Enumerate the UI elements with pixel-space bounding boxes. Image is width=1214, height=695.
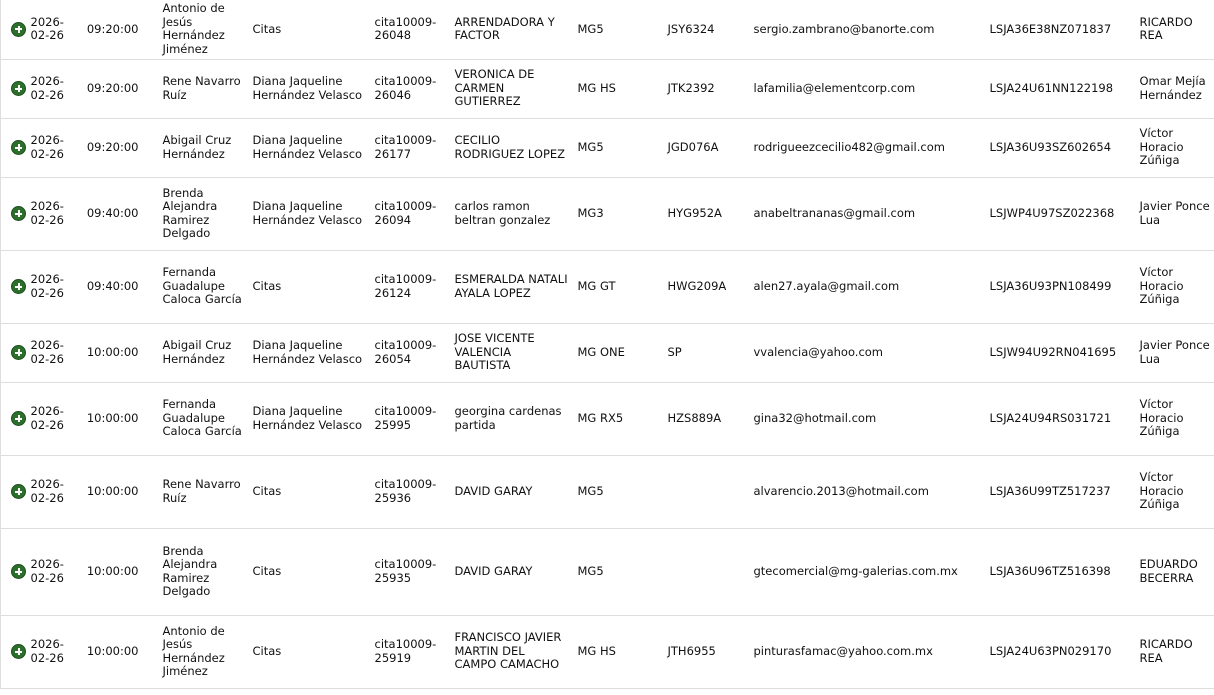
row-agent: Citas [249,615,371,688]
row-plate: JSY6324 [664,0,750,59]
expand-row-plus-icon[interactable] [11,140,26,155]
row-expand-cell [1,323,31,382]
row-model: MG5 [574,0,664,59]
row-agent: Citas [249,250,371,323]
table-row[interactable] [1,323,1214,382]
row-expand-cell [1,59,31,118]
row-appointment-id: cita10009-26177 [371,118,451,177]
table-row[interactable] [1,177,1214,250]
row-agent: Citas [249,528,371,615]
row-time: 09:20:00 [71,0,159,59]
row-appointment-id: cita10009-26094 [371,177,451,250]
row-date: 2026-02-26 [31,118,71,177]
expand-row-plus-icon[interactable] [11,484,26,499]
row-model: MG HS [574,59,664,118]
row-agent: Diana Jaqueline Hernández Velasco [249,59,371,118]
row-plate: HZS889A [664,382,750,455]
row-advisor: Antonio de Jesús Hernández Jiménez [159,615,249,688]
row-agent: Diana Jaqueline Hernández Velasco [249,323,371,382]
table-row[interactable] [1,382,1214,455]
row-assigned-to: Víctor Horacio Zúñiga [1136,118,1214,177]
row-assigned-to: Víctor Horacio Zúñiga [1136,250,1214,323]
row-expand-cell [1,0,31,59]
expand-row-plus-icon[interactable] [11,81,26,96]
row-email: gtecomercial@mg-galerias.com.mx [750,528,986,615]
table-row[interactable] [1,528,1214,615]
row-advisor: Antonio de Jesús Hernández Jiménez [159,0,249,59]
row-plate [664,455,750,528]
row-vin: LSJA24U94RS031721 [986,382,1136,455]
row-plate: JTK2392 [664,59,750,118]
row-expand-cell [1,528,31,615]
row-vin: LSJA36U93SZ602654 [986,118,1136,177]
row-date: 2026-02-26 [31,177,71,250]
row-client: JOSE VICENTE VALENCIA BAUTISTA [451,323,574,382]
row-appointment-id: cita10009-25919 [371,615,451,688]
row-date: 2026-02-26 [31,323,71,382]
row-advisor: Abigail Cruz Hernández [159,323,249,382]
row-assigned-to: Víctor Horacio Zúñiga [1136,455,1214,528]
row-model: MG RX5 [574,382,664,455]
row-appointment-id: cita10009-25936 [371,455,451,528]
row-assigned-to: Víctor Horacio Zúñiga [1136,382,1214,455]
expand-row-plus-icon[interactable] [11,279,26,294]
row-email: lafamilia@elementcorp.com [750,59,986,118]
row-vin: LSJA24U63PN029170 [986,615,1136,688]
row-date: 2026-02-26 [31,615,71,688]
row-expand-cell [1,118,31,177]
row-time: 09:40:00 [71,250,159,323]
row-time: 10:00:00 [71,323,159,382]
row-model: MG GT [574,250,664,323]
row-client: georgina cardenas partida [451,382,574,455]
expand-row-plus-icon[interactable] [11,644,26,659]
row-time: 09:20:00 [71,118,159,177]
row-client: VERONICA DE CARMEN GUTIERREZ [451,59,574,118]
row-model: MG5 [574,455,664,528]
row-date: 2026-02-26 [31,59,71,118]
table-row[interactable] [1,118,1214,177]
row-date: 2026-02-26 [31,250,71,323]
row-agent: Diana Jaqueline Hernández Velasco [249,118,371,177]
row-plate [664,528,750,615]
row-appointment-id: cita10009-26048 [371,0,451,59]
row-vin: LSJA36U93PN108499 [986,250,1136,323]
row-expand-cell [1,177,31,250]
row-advisor: Fernanda Guadalupe Caloca García [159,382,249,455]
table-row[interactable] [1,0,1214,59]
row-advisor: Rene Navarro Ruíz [159,59,249,118]
row-vin: LSJA24U61NN122198 [986,59,1136,118]
row-email: alvarencio.2013@hotmail.com [750,455,986,528]
row-vin: LSJA36U99TZ517237 [986,455,1136,528]
row-date: 2026-02-26 [31,0,71,59]
row-client: ARRENDADORA Y FACTOR [451,0,574,59]
row-date: 2026-02-26 [31,528,71,615]
row-expand-cell [1,250,31,323]
row-agent: Diana Jaqueline Hernández Velasco [249,382,371,455]
expand-row-plus-icon[interactable] [11,564,26,579]
row-time: 10:00:00 [71,455,159,528]
row-time: 10:00:00 [71,528,159,615]
table-body [1,0,1214,688]
row-email: vvalencia@yahoo.com [750,323,986,382]
row-agent: Diana Jaqueline Hernández Velasco [249,177,371,250]
row-email: pinturasfamac@yahoo.com.mx [750,615,986,688]
row-plate: SP [664,323,750,382]
row-client: ESMERALDA NATALI AYALA LOPEZ [451,250,574,323]
row-model: MG HS [574,615,664,688]
row-appointment-id: cita10009-26124 [371,250,451,323]
row-advisor: Fernanda Guadalupe Caloca García [159,250,249,323]
row-model: MG ONE [574,323,664,382]
row-assigned-to: Javier Ponce Lua [1136,323,1214,382]
row-assigned-to: RICARDO REA [1136,0,1214,59]
row-plate: JGD076A [664,118,750,177]
row-expand-cell [1,455,31,528]
row-time: 09:40:00 [71,177,159,250]
table-row[interactable] [1,59,1214,118]
row-assigned-to: Javier Ponce Lua [1136,177,1214,250]
row-time: 10:00:00 [71,382,159,455]
row-email: sergio.zambrano@banorte.com [750,0,986,59]
row-client: DAVID GARAY [451,455,574,528]
row-advisor: Brenda Alejandra Ramirez Delgado [159,177,249,250]
row-email: rodrigueezcecilio482@gmail.com [750,118,986,177]
expand-row-plus-icon[interactable] [11,345,26,360]
row-model: MG5 [574,528,664,615]
row-vin: LSJWP4U97SZ022368 [986,177,1136,250]
row-date: 2026-02-26 [31,455,71,528]
row-time: 10:00:00 [71,615,159,688]
row-client: CECILIO RODRIGUEZ LOPEZ [451,118,574,177]
row-client: DAVID GARAY [451,528,574,615]
row-appointment-id: cita10009-25935 [371,528,451,615]
row-vin: LSJA36E38NZ071837 [986,0,1136,59]
row-plate: JTH6955 [664,615,750,688]
row-email: anabeltrananas@gmail.com [750,177,986,250]
row-expand-cell [1,382,31,455]
row-email: alen27.ayala@gmail.com [750,250,986,323]
row-client: FRANCISCO JAVIER MARTIN DEL CAMPO CAMACHO [451,615,574,688]
row-advisor: Rene Navarro Ruíz [159,455,249,528]
row-vin: LSJW94U92RN041695 [986,323,1136,382]
row-vin: LSJA36U96TZ516398 [986,528,1136,615]
row-email: gina32@hotmail.com [750,382,986,455]
row-assigned-to: Omar Mejía Hernández [1136,59,1214,118]
row-advisor: Abigail Cruz Hernández [159,118,249,177]
row-appointment-id: cita10009-25995 [371,382,451,455]
expand-row-plus-icon[interactable] [11,411,26,426]
row-agent: Citas [249,0,371,59]
table-row[interactable] [1,615,1214,688]
row-expand-cell [1,615,31,688]
row-appointment-id: cita10009-26054 [371,323,451,382]
expand-row-plus-icon[interactable] [11,22,26,37]
row-plate: HYG952A [664,177,750,250]
table-row[interactable] [1,250,1214,323]
row-model: MG5 [574,118,664,177]
row-appointment-id: cita10009-26046 [371,59,451,118]
row-assigned-to: RICARDO REA [1136,615,1214,688]
row-model: MG3 [574,177,664,250]
row-date: 2026-02-26 [31,382,71,455]
table-row[interactable] [1,455,1214,528]
row-agent: Citas [249,455,371,528]
row-time: 09:20:00 [71,59,159,118]
row-client: carlos ramon beltran gonzalez [451,177,574,250]
row-plate: HWG209A [664,250,750,323]
expand-row-plus-icon[interactable] [11,206,26,221]
row-advisor: Brenda Alejandra Ramirez Delgado [159,528,249,615]
row-assigned-to: EDUARDO BECERRA [1136,528,1214,615]
